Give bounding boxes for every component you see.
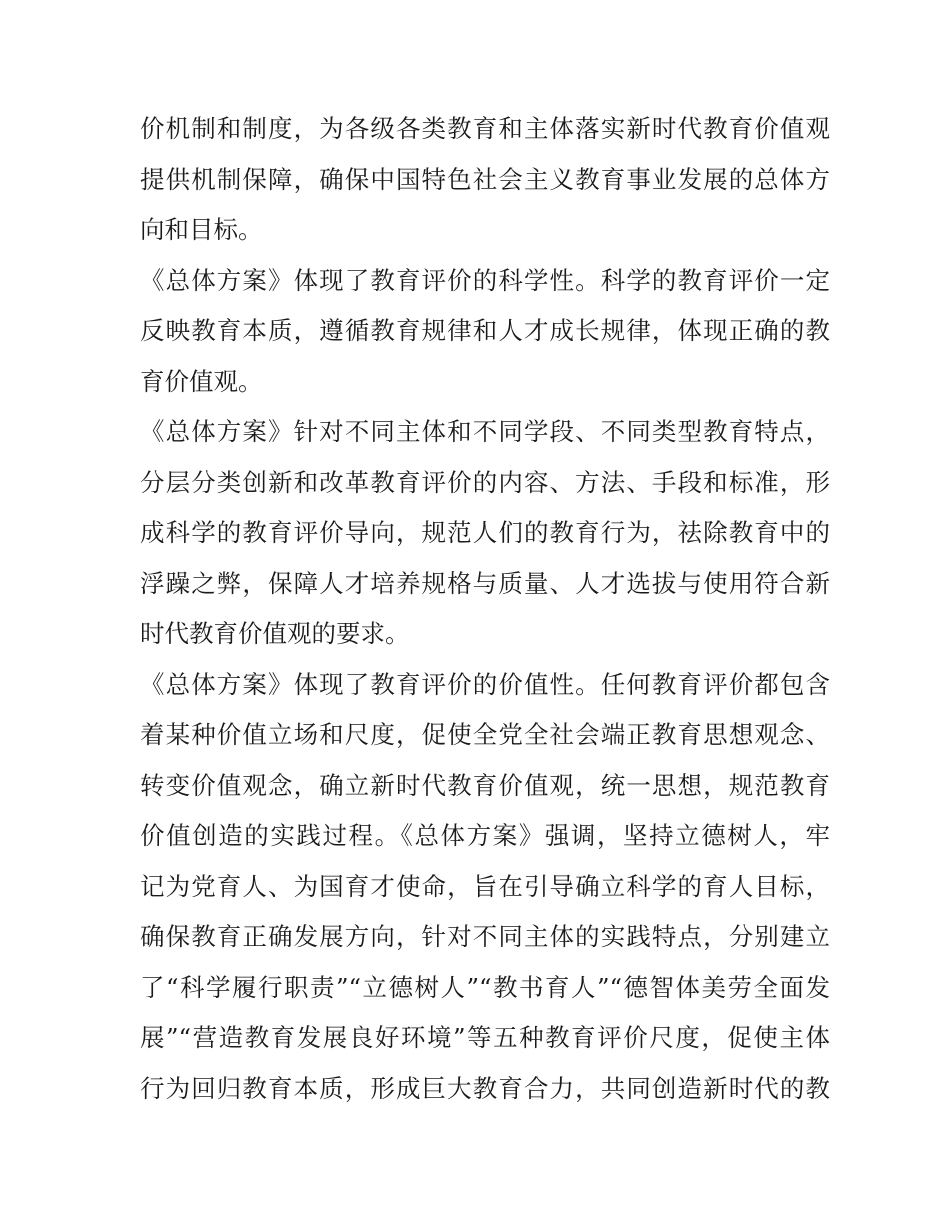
paragraph-4 xyxy=(140,660,830,1115)
text-line: 《总体方案》体现了教育评价的价值性。任何教育评价都包含 xyxy=(140,669,830,699)
paragraph-1 xyxy=(140,104,830,256)
text-line: 《总体方案》针对不同主体和不同学段、不同类型教育特点， xyxy=(140,417,830,446)
text-line: 育价值观。 xyxy=(140,366,263,396)
text-line: 确保教育正确发展方向，针对不同主体的实践特点，分别建立 xyxy=(140,922,830,951)
text-line: 了“科学履行职责”“立德树人”“教书育人”“德智体美劳全面发 xyxy=(140,972,830,1002)
text-line: 时代教育价值观的要求。 xyxy=(140,619,410,648)
text-line: 着某种价值立场和尺度，促使全党全社会端正教育思想观念、 xyxy=(140,720,830,749)
text-line: 向和目标。 xyxy=(140,215,263,244)
paragraph-2 xyxy=(140,256,830,408)
text-line: 《总体方案》体现了教育评价的科学性。科学的教育评价一定 xyxy=(140,265,830,295)
text-line: 提供机制保障，确保中国特色社会主义教育事业发展的总体方 xyxy=(140,164,830,194)
text-line: 浮躁之弊，保障人才培养规格与质量、人才选拔与使用符合新 xyxy=(140,568,830,598)
text-line: 转变价值观念，确立新时代教育价值观，统一思想，规范教育 xyxy=(140,770,830,800)
paragraph-3 xyxy=(140,407,830,660)
text-line: 反映教育本质，遵循教育规律和人才成长规律，体现正确的教 xyxy=(140,316,830,345)
document-body xyxy=(140,104,830,1114)
text-line: 记为党育人、为国育才使命，旨在引导确立科学的育人目标， xyxy=(140,871,830,901)
text-line: 成科学的教育评价导向，规范人们的教育行为，祛除教育中的 xyxy=(140,518,830,547)
text-line: 行为回归教育本质，形成巨大教育合力，共同创造新时代的教 xyxy=(140,1073,830,1103)
text-line: 价值创造的实践过程。《总体方案》强调，坚持立德树人，牢 xyxy=(140,821,830,850)
text-line: 分层分类创新和改革教育评价的内容、方法、手段和标准，形 xyxy=(140,467,830,497)
text-line: 价机制和制度，为各级各类教育和主体落实新时代教育价值观 xyxy=(140,114,830,143)
text-line: 展”“营造教育发展良好环境”等五种教育评价尺度，促使主体 xyxy=(140,1023,830,1052)
